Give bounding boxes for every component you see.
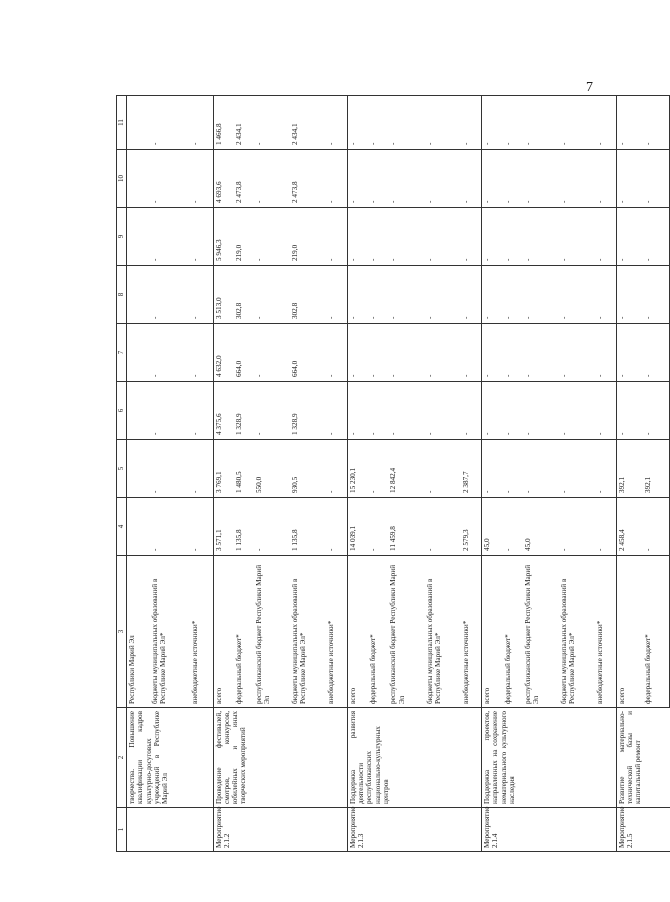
funding-value: -	[326, 266, 347, 324]
funding-value: -	[482, 208, 503, 266]
funding-value: -	[425, 498, 461, 556]
funding-source: внебюджетные источники*	[595, 556, 616, 708]
column-header: 6	[117, 382, 127, 440]
funding-value: 15 230,1	[347, 440, 368, 498]
funding-value: -	[388, 208, 424, 266]
funding-value: 1 328,9	[234, 382, 254, 440]
funding-source: бюджеты муниципальных образований в Республике Марий Эл*	[150, 556, 190, 708]
funding-value: 2 579,3	[461, 498, 482, 556]
funding-value: -	[461, 382, 482, 440]
funding-value: -	[643, 208, 670, 266]
funding-value: -	[595, 440, 616, 498]
funding-value: -	[559, 96, 595, 150]
funding-value: -	[326, 208, 347, 266]
funding-value: 1 328,9	[290, 382, 326, 440]
funding-value: -	[190, 208, 213, 266]
funding-source: внебюджетные источники*	[326, 556, 347, 708]
funding-value: -	[595, 150, 616, 208]
funding-value: -	[150, 498, 190, 556]
funding-value: -	[482, 96, 503, 150]
funding-value: -	[503, 382, 523, 440]
funding-value: -	[190, 96, 213, 150]
funding-value: 1 135,8	[234, 498, 254, 556]
funding-value: -	[425, 324, 461, 382]
funding-value: -	[523, 266, 559, 324]
funding-value: -	[388, 96, 424, 150]
funding-value: -	[150, 150, 190, 208]
funding-source: Республики Марий Эл	[127, 556, 150, 708]
funding-value: 2 458,4	[616, 498, 643, 556]
funding-value: 2 387,7	[461, 440, 482, 498]
funding-value: -	[150, 440, 190, 498]
funding-value: -	[347, 324, 368, 382]
funding-source: бюджеты муниципальных образований в Республике Марий Эл*	[290, 556, 326, 708]
funding-value: -	[616, 208, 643, 266]
funding-value: -	[503, 498, 523, 556]
funding-value: -	[595, 266, 616, 324]
funding-value: 45,0	[523, 498, 559, 556]
funding-value: -	[559, 498, 595, 556]
funding-value: 2 434,1	[290, 96, 326, 150]
funding-value: -	[616, 150, 643, 208]
funding-value: -	[503, 440, 523, 498]
funding-value: -	[347, 382, 368, 440]
funding-source: всего	[213, 556, 234, 708]
funding-value	[127, 324, 150, 382]
funding-value: 219,0	[234, 208, 254, 266]
funding-source: республиканский бюджет Республики Марий Эл	[254, 556, 290, 708]
funding-value: -	[595, 96, 616, 150]
funding-value: -	[368, 96, 388, 150]
funding-value: -	[643, 150, 670, 208]
funding-value: -	[388, 382, 424, 440]
funding-value: -	[388, 266, 424, 324]
table-row	[127, 96, 150, 852]
funding-value: -	[425, 440, 461, 498]
funding-value: -	[523, 150, 559, 208]
column-header: 3	[117, 556, 127, 708]
header-row	[117, 96, 127, 852]
funding-value: 11 459,8	[388, 498, 424, 556]
funding-value: -	[461, 150, 482, 208]
page-number: 7	[586, 80, 593, 95]
funding-value: -	[368, 208, 388, 266]
funding-value: -	[347, 208, 368, 266]
column-header: 5	[117, 440, 127, 498]
measure-name: Поддержка проектов, направленных на сохранение нематериального культурного наследия	[482, 708, 616, 808]
funding-value	[127, 150, 150, 208]
funding-value: -	[347, 266, 368, 324]
funding-value: -	[503, 324, 523, 382]
funding-value: -	[425, 208, 461, 266]
funding-value: 1 466,8	[213, 96, 234, 150]
column-header: 7	[117, 324, 127, 382]
funding-value: -	[523, 324, 559, 382]
funding-value: -	[616, 382, 643, 440]
funding-value: -	[388, 324, 424, 382]
funding-value: -	[190, 440, 213, 498]
funding-value	[127, 208, 150, 266]
funding-source: всего	[482, 556, 503, 708]
funding-value: 2 434,1	[234, 96, 254, 150]
funding-value: -	[326, 150, 347, 208]
funding-value: 14 039,1	[347, 498, 368, 556]
funding-value: -	[595, 382, 616, 440]
funding-value: -	[368, 324, 388, 382]
funding-value	[127, 382, 150, 440]
funding-value: -	[461, 208, 482, 266]
funding-value: -	[254, 266, 290, 324]
funding-value: -	[190, 382, 213, 440]
funding-value: 12 842,4	[388, 440, 424, 498]
funding-value: -	[254, 498, 290, 556]
funding-value: 302,8	[290, 266, 326, 324]
funding-source: федеральный бюджет*	[503, 556, 523, 708]
table-body	[117, 96, 670, 852]
funding-value: 4 693,6	[213, 150, 234, 208]
funding-source: внебюджетные источники*	[190, 556, 213, 708]
funding-value: 2 473,8	[234, 150, 254, 208]
funding-value: -	[643, 266, 670, 324]
funding-value: -	[482, 150, 503, 208]
funding-source: федеральный бюджет*	[368, 556, 388, 708]
funding-value: -	[616, 96, 643, 150]
measure-number: Мероприятие 2.1.3	[347, 808, 481, 852]
funding-value: -	[643, 382, 670, 440]
funding-value: 1 135,8	[290, 498, 326, 556]
funding-value: -	[425, 382, 461, 440]
funding-value: -	[254, 96, 290, 150]
funding-value: -	[503, 96, 523, 150]
funding-source: всего	[347, 556, 368, 708]
funding-value: -	[368, 440, 388, 498]
funding-value: 45,0	[482, 498, 503, 556]
funding-value: -	[425, 266, 461, 324]
funding-source: федеральный бюджет*	[234, 556, 254, 708]
funding-value: 219,0	[290, 208, 326, 266]
funding-value: -	[595, 208, 616, 266]
funding-value: 4 632,0	[213, 324, 234, 382]
measure-name: творчества. Повышение квалификации кадров культурно-досуговых учреждений в Республике Марий Эл	[127, 708, 214, 808]
funding-value: -	[482, 324, 503, 382]
funding-value: -	[523, 382, 559, 440]
funding-value: -	[523, 96, 559, 150]
funding-value: 302,8	[234, 266, 254, 324]
funding-source: внебюджетные источники*	[461, 556, 482, 708]
funding-source: федеральный бюджет*	[643, 556, 670, 708]
funding-value: 392,1	[616, 440, 643, 498]
funding-value: 550,0	[254, 440, 290, 498]
table-row	[616, 96, 643, 852]
funding-source: бюджеты муниципальных образований в Республике Марий Эл*	[425, 556, 461, 708]
measure-number: Мероприятие 2.1.4	[482, 808, 616, 852]
funding-value: -	[461, 266, 482, 324]
column-header: 4	[117, 498, 127, 556]
funding-value: 3 513,0	[213, 266, 234, 324]
funding-value: 1 480,5	[234, 440, 254, 498]
measure-name: Проведение фестивалей, смотров, конкурсов, юбилейных и иных творческих мероприятий	[213, 708, 347, 808]
funding-value: -	[461, 96, 482, 150]
funding-value: -	[347, 96, 368, 150]
funding-value: -	[347, 150, 368, 208]
funding-value: -	[254, 208, 290, 266]
funding-source: республиканский бюджет Республики Марий Эл	[388, 556, 424, 708]
funding-source: всего	[616, 556, 643, 708]
funding-value: 3 571,1	[213, 498, 234, 556]
funding-value: -	[150, 324, 190, 382]
measure-name: Поддержка развития деятельности республиканских национально-культурных центров	[347, 708, 481, 808]
funding-value: -	[254, 382, 290, 440]
funding-value: -	[368, 150, 388, 208]
funding-value: -	[559, 150, 595, 208]
funding-value: -	[150, 382, 190, 440]
funding-value: -	[523, 440, 559, 498]
funding-value: -	[523, 208, 559, 266]
funding-value: 392,1	[643, 440, 670, 498]
measure-name: Развитие материально-технической базы и капитальный ремонт	[616, 708, 669, 808]
funding-value: -	[425, 150, 461, 208]
measure-number: Мероприятие 2.1.2	[213, 808, 347, 852]
table-row	[213, 96, 234, 852]
funding-value: -	[643, 498, 670, 556]
funding-value: 4 375,6	[213, 382, 234, 440]
funding-value: -	[559, 266, 595, 324]
funding-value: -	[643, 324, 670, 382]
funding-source: бюджеты муниципальных образований в Республике Марий Эл*	[559, 556, 595, 708]
funding-value: 2 473,8	[290, 150, 326, 208]
funding-value: -	[326, 96, 347, 150]
funding-value: -	[559, 382, 595, 440]
funding-value: -	[559, 440, 595, 498]
funding-value: -	[482, 382, 503, 440]
funding-value: -	[368, 382, 388, 440]
funding-value	[127, 440, 150, 498]
funding-value: -	[503, 266, 523, 324]
funding-value: -	[368, 498, 388, 556]
rotated-table-container	[116, 96, 670, 852]
funding-value: 664,0	[290, 324, 326, 382]
column-header: 2	[117, 708, 127, 808]
table-row	[347, 96, 368, 852]
funding-value: -	[190, 498, 213, 556]
funding-value: -	[559, 208, 595, 266]
funding-value	[127, 96, 150, 150]
funding-value: -	[482, 266, 503, 324]
funding-value: 5 946,3	[213, 208, 234, 266]
column-header: 1	[117, 808, 127, 852]
funding-value: -	[461, 324, 482, 382]
funding-value: -	[595, 324, 616, 382]
funding-value: -	[190, 150, 213, 208]
funding-source: республиканский бюджет Республики Марий Эл	[523, 556, 559, 708]
funding-value: -	[559, 324, 595, 382]
funding-value: -	[254, 150, 290, 208]
funding-value: -	[326, 440, 347, 498]
funding-value: -	[388, 150, 424, 208]
funding-value: -	[190, 324, 213, 382]
funding-value: -	[150, 208, 190, 266]
measure-number: Мероприятие 2.1.5	[616, 808, 669, 852]
funding-value	[127, 266, 150, 324]
funding-value: -	[190, 266, 213, 324]
funding-value	[127, 498, 150, 556]
table-row	[482, 96, 503, 852]
measure-number	[127, 808, 214, 852]
column-header: 8	[117, 266, 127, 324]
funding-value: -	[503, 208, 523, 266]
funding-value: -	[643, 96, 670, 150]
funding-value: 3 769,1	[213, 440, 234, 498]
funding-value: -	[150, 96, 190, 150]
funding-value: -	[503, 150, 523, 208]
funding-value: -	[326, 382, 347, 440]
funding-value: -	[326, 324, 347, 382]
funding-value: 664,0	[234, 324, 254, 382]
funding-value: -	[150, 266, 190, 324]
column-header: 11	[117, 96, 127, 150]
funding-table	[116, 95, 670, 852]
funding-value: -	[482, 440, 503, 498]
funding-value: -	[368, 266, 388, 324]
funding-value: -	[616, 266, 643, 324]
funding-value: -	[595, 498, 616, 556]
funding-value: -	[326, 498, 347, 556]
funding-value: -	[254, 324, 290, 382]
funding-value: 930,5	[290, 440, 326, 498]
column-header: 9	[117, 208, 127, 266]
funding-value: -	[616, 324, 643, 382]
funding-value: -	[425, 96, 461, 150]
column-header: 10	[117, 150, 127, 208]
